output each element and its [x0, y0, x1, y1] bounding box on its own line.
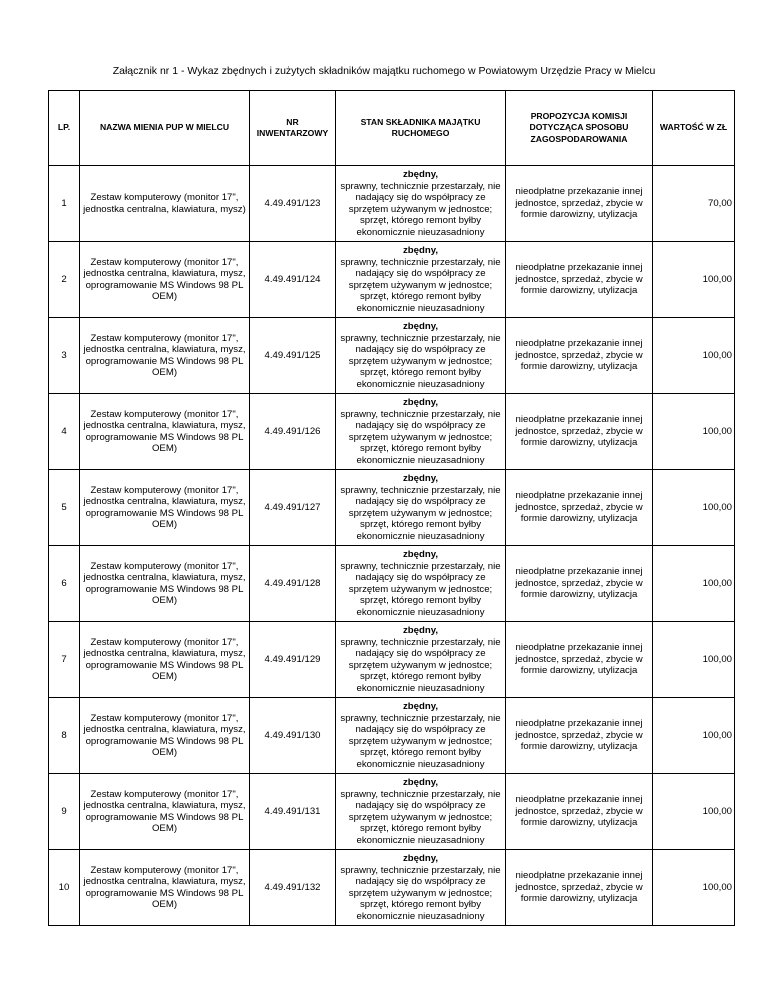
- cell-stan: [336, 850, 506, 926]
- cell-stan: [336, 774, 506, 850]
- cell-val: 100,00: [653, 470, 735, 546]
- cell-stan: [336, 166, 506, 242]
- cell-prop: nieodpłatne przekazanie innej jednostce, sprzedaż, zbycie w formie darowizny, utylizacja: [506, 242, 653, 318]
- cell-prop: nieodpłatne przekazanie innej jednostce, sprzedaż, zbycie w formie darowizny, utylizacja: [506, 546, 653, 622]
- cell-stan: [336, 698, 506, 774]
- stan-head: zbędny,: [402, 245, 438, 256]
- table-row: [49, 166, 735, 242]
- cell-val: 100,00: [653, 850, 735, 926]
- cell-name: Zestaw komputerowy (monitor 17", jednostka centralna, klawiatura, mysz, oprogramowanie MS Windows 98 PL OEM): [80, 470, 250, 546]
- stan-head: zbędny,: [402, 701, 438, 712]
- cell-nr: 4.49.491/132: [250, 850, 336, 926]
- table-row: [49, 318, 735, 394]
- table-header-row: [49, 91, 735, 166]
- cell-val: 100,00: [653, 622, 735, 698]
- stan-text: sprawny, technicznie przestarzały, nie nadający się do współpracy ze sprzętem używanym w jednostce; sprzęt, którego remont byłby ekonomicznie nieuzasadniony: [340, 560, 501, 618]
- cell-val: 100,00: [653, 698, 735, 774]
- cell-lp: 3: [49, 318, 80, 394]
- cell-lp: 7: [49, 622, 80, 698]
- stan-text: sprawny, technicznie przestarzały, nie nadający się do współpracy ze sprzętem używanym w jednostce; sprzęt, którego remont byłby ekonomicznie nieuzasadniony: [340, 636, 501, 694]
- cell-prop: nieodpłatne przekazanie innej jednostce, sprzedaż, zbycie w formie darowizny, utylizacja: [506, 850, 653, 926]
- cell-prop: nieodpłatne przekazanie innej jednostce, sprzedaż, zbycie w formie darowizny, utylizacja: [506, 622, 653, 698]
- cell-stan: [336, 546, 506, 622]
- stan-head: zbędny,: [402, 549, 438, 560]
- cell-name: Zestaw komputerowy (monitor 17", jednostka centralna, klawiatura, mysz, oprogramowanie MS Windows 98 PL OEM): [80, 546, 250, 622]
- cell-prop: nieodpłatne przekazanie innej jednostce, sprzedaż, zbycie w formie darowizny, utylizacja: [506, 470, 653, 546]
- cell-val: 100,00: [653, 774, 735, 850]
- inventory-table: [48, 90, 735, 926]
- cell-stan: [336, 470, 506, 546]
- header-lp: LP.: [49, 91, 80, 166]
- stan-text: sprawny, technicznie przestarzały, nie nadający się do współpracy ze sprzętem używanym w jednostce; sprzęt, którego remont byłby ekonomicznie nieuzasadniony: [340, 256, 501, 314]
- cell-lp: 2: [49, 242, 80, 318]
- cell-prop: nieodpłatne przekazanie innej jednostce, sprzedaż, zbycie w formie darowizny, utylizacja: [506, 698, 653, 774]
- cell-nr: 4.49.491/130: [250, 698, 336, 774]
- cell-name: Zestaw komputerowy (monitor 17", jednostka centralna, klawiatura, mysz, oprogramowanie MS Windows 98 PL OEM): [80, 698, 250, 774]
- table-row: [49, 774, 735, 850]
- header-nr: NR INWENTARZOWY: [250, 91, 336, 166]
- cell-nr: 4.49.491/125: [250, 318, 336, 394]
- cell-prop: nieodpłatne przekazanie innej jednostce, sprzedaż, zbycie w formie darowizny, utylizacja: [506, 394, 653, 470]
- cell-val: 100,00: [653, 318, 735, 394]
- stan-text: sprawny, technicznie przestarzały, nie nadający się do współpracy ze sprzętem używanym w jednostce; sprzęt, którego remont byłby ekonomicznie nieuzasadniony: [340, 180, 501, 238]
- cell-lp: 5: [49, 470, 80, 546]
- cell-prop: nieodpłatne przekazanie innej jednostce, sprzedaż, zbycie w formie darowizny, utylizacja: [506, 166, 653, 242]
- cell-nr: 4.49.491/127: [250, 470, 336, 546]
- table-row: [49, 470, 735, 546]
- cell-stan: [336, 394, 506, 470]
- header-stan: STAN SKŁADNIKA MAJĄTKU RUCHOMEGO: [336, 91, 506, 166]
- stan-head: zbędny,: [402, 397, 438, 408]
- table-row: [49, 698, 735, 774]
- table-row: [49, 394, 735, 470]
- document-title: Załącznik nr 1 - Wykaz zbędnych i zużytych składników majątku ruchomego w Powiatowym Urzędzie Pracy w Mielcu: [112, 65, 656, 77]
- cell-prop: nieodpłatne przekazanie innej jednostce, sprzedaż, zbycie w formie darowizny, utylizacja: [506, 318, 653, 394]
- stan-text: sprawny, technicznie przestarzały, nie nadający się do współpracy ze sprzętem używanym w jednostce; sprzęt, którego remont byłby ekonomicznie nieuzasadniony: [340, 712, 501, 770]
- cell-nr: 4.49.491/123: [250, 166, 336, 242]
- table-row: [49, 850, 735, 926]
- stan-text: sprawny, technicznie przestarzały, nie nadający się do współpracy ze sprzętem używanym w jednostce; sprzęt, którego remont byłby ekonomicznie nieuzasadniony: [340, 484, 501, 542]
- cell-val: 100,00: [653, 242, 735, 318]
- cell-lp: 6: [49, 546, 80, 622]
- cell-lp: 1: [49, 166, 80, 242]
- stan-head: zbędny,: [402, 169, 438, 180]
- cell-name: Zestaw komputerowy (monitor 17", jednostka centralna, klawiatura, mysz, oprogramowanie MS Windows 98 PL OEM): [80, 774, 250, 850]
- cell-nr: 4.49.491/128: [250, 546, 336, 622]
- cell-name: Zestaw komputerowy (monitor 17", jednostka centralna, klawiatura, mysz, oprogramowanie MS Windows 98 PL OEM): [80, 850, 250, 926]
- stan-head: zbędny,: [402, 853, 438, 864]
- stan-text: sprawny, technicznie przestarzały, nie nadający się do współpracy ze sprzętem używanym w jednostce; sprzęt, którego remont byłby ekonomicznie nieuzasadniony: [340, 788, 501, 846]
- cell-stan: [336, 622, 506, 698]
- table-row: [49, 622, 735, 698]
- cell-lp: 10: [49, 850, 80, 926]
- cell-val: 70,00: [653, 166, 735, 242]
- stan-text: sprawny, technicznie przestarzały, nie nadający się do współpracy ze sprzętem używanym w jednostce; sprzęt, którego remont byłby ekonomicznie nieuzasadniony: [340, 408, 501, 466]
- cell-name: Zestaw komputerowy (monitor 17", jednostka centralna, klawiatura, mysz, oprogramowanie MS Windows 98 PL OEM): [80, 242, 250, 318]
- stan-text: sprawny, technicznie przestarzały, nie nadający się do współpracy ze sprzętem używanym w jednostce; sprzęt, którego remont byłby ekonomicznie nieuzasadniony: [340, 332, 501, 390]
- cell-val: 100,00: [653, 546, 735, 622]
- header-prop: PROPOZYCJA KOMISJI DOTYCZĄCA SPOSOBU ZAGOSPODAROWANIA: [506, 91, 653, 166]
- table-row: [49, 242, 735, 318]
- stan-head: zbędny,: [402, 321, 438, 332]
- cell-nr: 4.49.491/131: [250, 774, 336, 850]
- cell-stan: [336, 242, 506, 318]
- cell-name: Zestaw komputerowy (monitor 17", jednostka centralna, klawiatura, mysz): [80, 166, 250, 242]
- cell-nr: 4.49.491/124: [250, 242, 336, 318]
- cell-name: Zestaw komputerowy (monitor 17", jednostka centralna, klawiatura, mysz, oprogramowanie MS Windows 98 PL OEM): [80, 394, 250, 470]
- stan-head: zbędny,: [402, 473, 438, 484]
- stan-head: zbędny,: [402, 625, 438, 636]
- header-val: WARTOŚĆ W ZŁ: [653, 91, 735, 166]
- cell-name: Zestaw komputerowy (monitor 17", jednostka centralna, klawiatura, mysz, oprogramowanie MS Windows 98 PL OEM): [80, 318, 250, 394]
- cell-lp: 8: [49, 698, 80, 774]
- cell-lp: 4: [49, 394, 80, 470]
- cell-name: Zestaw komputerowy (monitor 17", jednostka centralna, klawiatura, mysz, oprogramowanie MS Windows 98 PL OEM): [80, 622, 250, 698]
- cell-nr: 4.49.491/126: [250, 394, 336, 470]
- cell-stan: [336, 318, 506, 394]
- cell-prop: nieodpłatne przekazanie innej jednostce, sprzedaż, zbycie w formie darowizny, utylizacja: [506, 774, 653, 850]
- header-name: NAZWA MIENIA PUP W MIELCU: [80, 91, 250, 166]
- cell-lp: 9: [49, 774, 80, 850]
- cell-nr: 4.49.491/129: [250, 622, 336, 698]
- table-row: [49, 546, 735, 622]
- cell-val: 100,00: [653, 394, 735, 470]
- stan-text: sprawny, technicznie przestarzały, nie nadający się do współpracy ze sprzętem używanym w jednostce; sprzęt, którego remont byłby ekonomicznie nieuzasadniony: [340, 864, 501, 922]
- stan-head: zbędny,: [402, 777, 438, 788]
